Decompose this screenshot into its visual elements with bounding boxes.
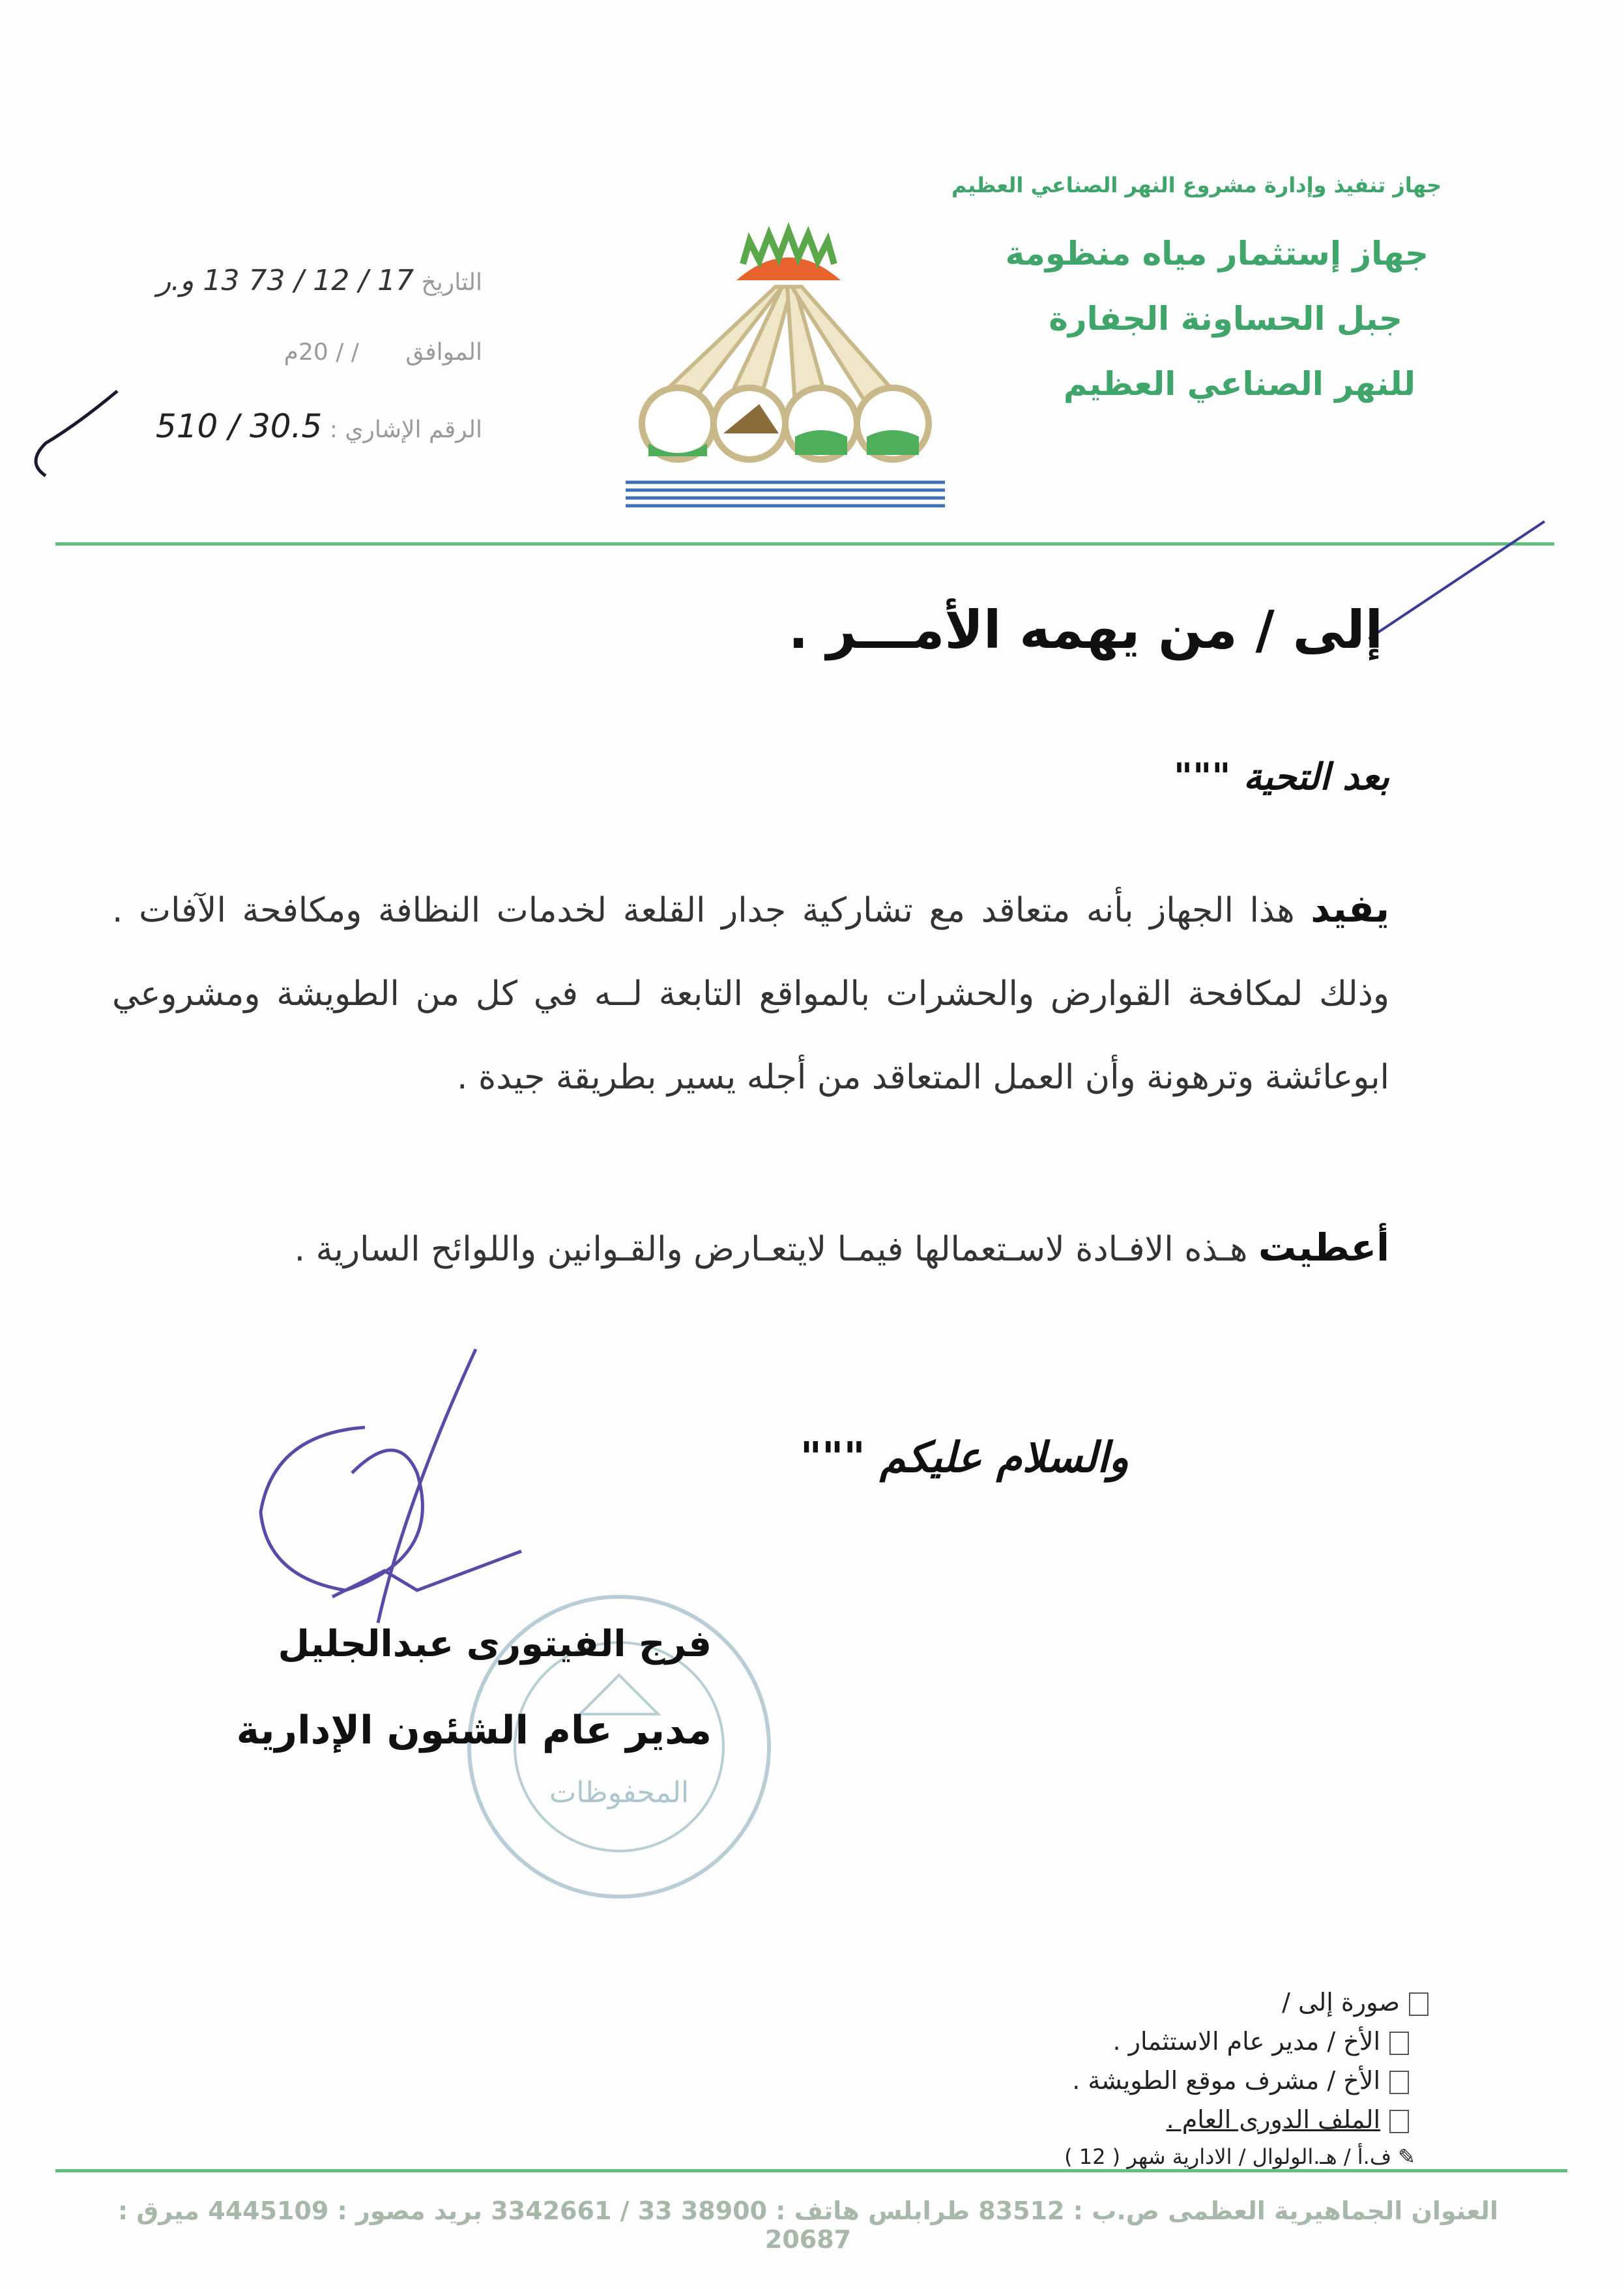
ref-value: 30.5 / 510 bbox=[155, 407, 323, 445]
copy-item: الملف الدورى العام . bbox=[1167, 2105, 1409, 2134]
corresponding-value: / / 20م bbox=[283, 339, 359, 366]
paragraph-2 bbox=[112, 1206, 1389, 1291]
org-top-line: جهاز تنفيذ وإدارة مشروع النهر الصناعي العظيم bbox=[951, 173, 1442, 197]
footer-address: العنوان الجماهيرية العظمى ص.ب : 83512 طرابلس هاتف : 38900 33 / 3342661 بريد مصور : 4445109 ميرق : 20687 bbox=[117, 2196, 1499, 2254]
org-name-line1: جهاز إستثمار مياه منظومة bbox=[1005, 235, 1428, 272]
document-icon bbox=[1389, 2032, 1409, 2055]
greeting-line: بعد التحية """ bbox=[1173, 756, 1389, 798]
org-name-line2: جبل الحساونة الجفارة bbox=[1049, 300, 1402, 338]
paragraph-2-text: هـذه الافـادة لاسـتعمالها فيمـا لايتعـارض والقـوانين واللوائح السارية . bbox=[294, 1230, 1248, 1269]
org-name-line3: للنهر الصناعي العظيم bbox=[1063, 365, 1415, 403]
footer-divider bbox=[55, 2169, 1567, 2172]
copies-heading: صورة إلى / bbox=[1282, 1988, 1428, 2017]
date-value: 17 / 12 / 73 13 و.ر bbox=[157, 264, 414, 297]
stamp-text: المحفوظات bbox=[549, 1776, 689, 1809]
handwritten-signature bbox=[248, 1343, 573, 1642]
document-icon bbox=[1389, 2110, 1409, 2133]
paragraph-1-lead: يفيد bbox=[1311, 886, 1389, 931]
pencil-icon: ✎ bbox=[1398, 2144, 1415, 2169]
copy-item: الأخ / مشرف موقع الطويشة . bbox=[1072, 2066, 1409, 2095]
paragraph-2-lead: أعطيت bbox=[1258, 1225, 1389, 1270]
pen-stroke-mark bbox=[1369, 515, 1551, 645]
paragraph-1-text: هذا الجهاز بأنه متعاقد مع تشاركية جدار القلعة لخدمات النظافة ومكافحة الآفات . وذلك لمكافحة القوارض والحشرات بالمواقع التابعة لــه في كل من الطويشة ومشروعي ابوعائشة وترهونة وأن العمل المتعاقد من أجله يسير بطريقة جيدة . bbox=[112, 891, 1389, 1097]
recipient-line: إلى / من يهمه الأمـــر . bbox=[788, 600, 1383, 660]
corresponding-label: الموافق bbox=[405, 339, 482, 366]
document-icon bbox=[1389, 2071, 1409, 2094]
org-logo bbox=[619, 209, 958, 521]
date-label: التاريخ bbox=[421, 269, 482, 296]
ref-label: الرقم الإشاري : bbox=[329, 416, 482, 443]
signer-title: مدير عام الشئون الإدارية bbox=[236, 1708, 712, 1753]
signer-name: فرج الفيتورى عبدالجليل bbox=[278, 1623, 712, 1665]
document-icon bbox=[1409, 1992, 1428, 2016]
file-reference-line: ✎ ف.أ / هـ.الولوال / الادارية شهر ( 12 ) bbox=[1064, 2144, 1415, 2169]
ref-handwritten-mark bbox=[20, 365, 163, 495]
closing-line: والسلام عليكم """ bbox=[800, 1434, 1129, 1482]
copy-item: الأخ / مدير عام الاستثمار . bbox=[1112, 2027, 1409, 2056]
header-divider bbox=[55, 542, 1554, 546]
sun-icon bbox=[736, 231, 841, 280]
paragraph-1 bbox=[112, 867, 1389, 1119]
